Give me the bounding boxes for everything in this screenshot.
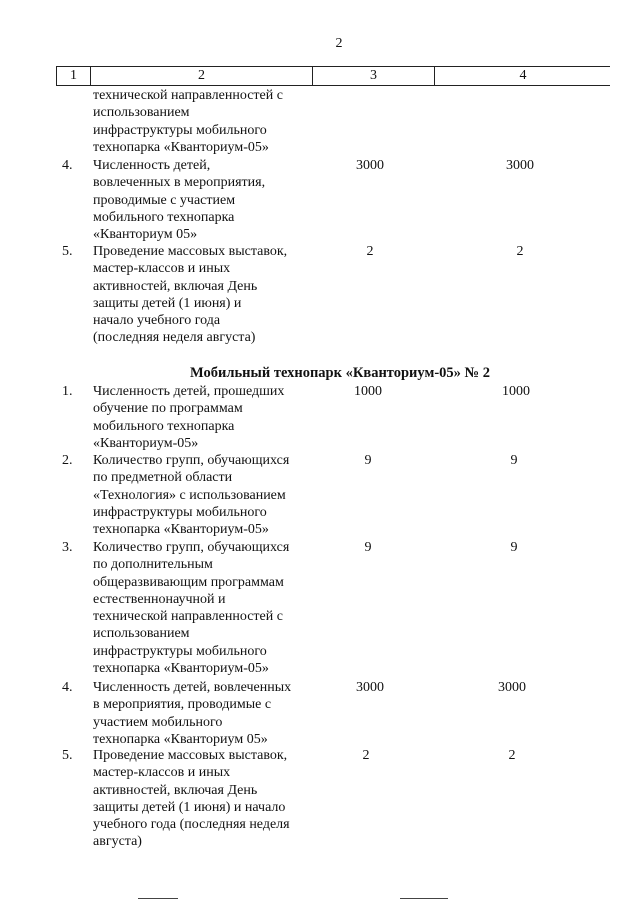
page-number: 2 [335,36,343,51]
row-description: Численность детей, вовлеченных в мероприятия, проводимые с участием мобильного технопарка «Кванториум 05» [93,158,266,243]
row-value-col4: 2 [508,748,516,763]
row-number: 5. [62,748,73,763]
row-value-col3: 9 [364,540,372,555]
row-value-col4: 1000 [502,384,530,399]
row-number: 3. [62,540,73,555]
row-number: 4. [62,680,73,695]
row-value-col4: 3000 [506,158,534,173]
column-header-4: 4 [519,68,527,83]
row-value-col3: 1000 [354,384,382,399]
row-description: Количество групп, обучающихся по дополнительным общеразвивающим программам естественнонаучной и технической направленностей с использованием инфраструктуры мобильного технопарка «Кванториум-05» [93,540,290,677]
row-description: Проведение массовых выставок, мастер-классов и иных активностей, включая День защиты детей (1 июня) и начало учебного года (последняя неделя августа) [93,748,290,850]
row-value-col3: 3000 [356,680,384,695]
row-value-col4: 2 [516,244,524,259]
row-value-col4: 9 [510,453,518,468]
row-number: 1. [62,384,73,399]
footer-mark [400,898,448,899]
row-description: Количество групп, обучающихся по предметной области «Технология» с использованием инфраструктуры мобильного технопарка «Кванториум-05» [93,453,290,538]
column-header-3: 3 [313,67,435,85]
row-description: Проведение массовых выставок, мастер-классов и иных активностей, включая День защиты детей (1 июня) и начало учебного года (последняя неделя августа) [93,244,288,346]
row-value-col3: 9 [364,453,372,468]
row-value-col3: 2 [362,748,370,763]
row-description: Численность детей, вовлеченных в мероприятия, проводимые с участием мобильного технопарка «Кванториум 05» [93,680,292,747]
row-number: 4. [62,158,73,173]
row-description: Численность детей, прошедших обучение по программам мобильного технопарка «Кванториум-05» [93,384,285,451]
column-header-2: 2 [91,67,313,85]
section-title: Мобильный технопарк «Кванториум-05» № 2 [190,365,490,381]
row-value-col3: 2 [366,244,374,259]
row-value-col4: 3000 [498,680,526,695]
row-value-col3: 3000 [356,158,384,173]
row-value-col4: 9 [510,540,518,555]
row-number: 5. [62,244,73,259]
footer-mark [138,898,178,899]
row-number: 2. [62,453,73,468]
column-header-1: 1 [57,67,91,85]
table-header [56,66,610,86]
row-description: технической направленностей с использованием инфраструктуры мобильного технопарка «Кванториум-05» [93,88,283,155]
